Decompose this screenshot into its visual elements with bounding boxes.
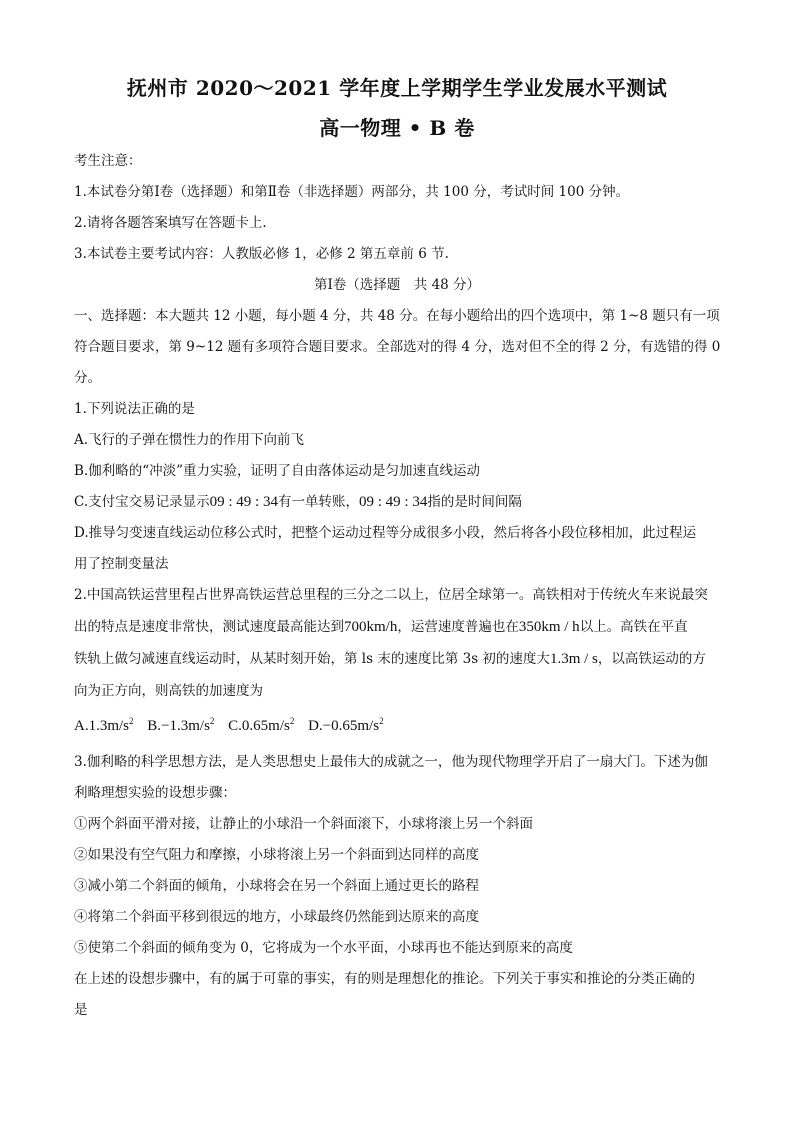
time-value: 09 : 49 : 34 <box>209 494 278 510</box>
notice-item-2: 2.请将各题答案填写在答题卡上. <box>74 215 267 231</box>
question-3-step-3: ③减小第二个斜面的倾角，小球将会在另一个斜面上通过更长的路程 <box>74 878 479 894</box>
section-heading: 第Ⅰ卷（选择题 共 48 分） <box>313 277 481 293</box>
time-value: 09 : 49 : 34 <box>358 494 428 510</box>
option-a-text: A.1.3m/s <box>74 718 130 734</box>
section-instruction-line: 分。 <box>74 370 101 386</box>
stem-text: 以上。高铁在平直 <box>579 619 688 635</box>
exam-subtitle: 高一物理 • B 卷 <box>319 116 475 140</box>
section-instruction-line: 符合题目要求，第 9~12 题有多项符合题目要求。全部选对的得 4 分，选对但不全的得 2 分，有选错的得 0 <box>74 339 721 355</box>
question-3-step-2: ②如果没有空气阻力和摩擦，小球将滚上另一个斜面到达同样的高度 <box>74 847 479 863</box>
question-2-stem-line <box>74 618 722 636</box>
option-text: 有一单转账， <box>277 494 359 510</box>
exponent: 2 <box>289 717 295 726</box>
question-3-stem-line: 3.伽利略的科学思想方法，是人类思想史上最伟大的成就之一，他为现代物理学开启了一扇大门。下述为伽 <box>74 754 708 770</box>
exponent: 2 <box>129 717 134 726</box>
question-1-option-d: D.推导匀变速直线运动位移公式时，把整个运动过程等分成很多小段，然后将各小段位移相加，此过程运 <box>74 525 697 541</box>
question-3-tail-line: 是 <box>74 1002 88 1018</box>
question-3-step-1: ①两个斜面平滑对接，让静止的小球沿一个斜面滚下，小球将滚上另一个斜面 <box>74 816 533 832</box>
question-3-step-4: ④将第二个斜面平移到很远的地方，小球最终仍然能到达原来的高度 <box>74 909 479 925</box>
question-1-option-a: A.飞行的子弹在惯性力的作用下向前飞 <box>74 432 305 448</box>
question-3-step-5: ⑤使第二个斜面的倾角变为 0，它将成为一个水平面，小球再也不能达到原来的高度 <box>74 940 573 956</box>
notice-item-3: 3.本试卷主要考试内容：人教版必修 1，必修 2 第五章前 6 节. <box>74 246 449 262</box>
question-3-tail-line: 在上述的设想步骤中，有的属于可靠的事实，有的则是理想化的推论。下列关于事实和推论的分类正确的 <box>74 971 695 987</box>
exponent: 2 <box>209 717 215 726</box>
question-1-option-c <box>74 493 722 511</box>
notice-heading: 考生注意： <box>74 153 142 169</box>
stem-text: ，运营速度普遍也在 <box>397 619 519 635</box>
option-text: 指的是时间间隔 <box>427 494 522 510</box>
question-1-stem: 1.下列说法正确的是 <box>74 401 195 417</box>
option-d-text: D.−0.65m/s <box>308 718 380 734</box>
option-c-text: C.0.65m/s <box>228 718 290 734</box>
question-1-option-d-cont: 用了控制变量法 <box>74 556 169 572</box>
exam-title: 抚州市 2020～2021 学年度上学期学生学业发展水平测试 <box>126 76 668 100</box>
stem-text: 出的特点是速度非常快，测试速度最高能达到 <box>74 619 344 635</box>
speed-value: 350km / h <box>518 619 580 635</box>
option-text: C.支付宝交易记录显示 <box>74 494 210 510</box>
option-a <box>74 718 134 734</box>
section-instruction-line: 一、选择题：本大题共 12 小题，每小题 4 分，共 48 分。在每小题给出的四个选项中，第 1~8 题只有一项 <box>74 308 720 324</box>
stem-text: 铁轨上做匀减速直线运动时，从某时刻开始，第 ls 末的速度比第 3s 初的速度大 <box>74 651 550 667</box>
speed-value: 700km/h <box>344 619 398 635</box>
exponent: 2 <box>379 717 384 726</box>
option-c <box>228 718 294 734</box>
speed-value: 1.3m / s <box>549 651 598 667</box>
question-2-options <box>74 717 722 735</box>
question-2-stem-line: 2.中国高铁运营里程占世界高铁运营总里程的三分之二以上，位居全球第一。高铁相对于传统火车来说最突 <box>74 587 708 603</box>
question-3-stem-line: 利略理想实验的设想步骤： <box>74 785 236 801</box>
question-2-stem-line <box>74 650 722 668</box>
option-d <box>308 718 383 734</box>
notice-item-1: 1.本试卷分第Ⅰ卷（选择题）和第Ⅱ卷（非选择题）两部分，共 100 分，考试时间 100 分钟。 <box>74 184 630 200</box>
question-2-stem-line: 向为正方向，则高铁的加速度为 <box>74 683 263 699</box>
option-b <box>147 718 214 734</box>
question-1-option-b: B.伽利略的“冲淡”重力实验，证明了自由落体运动是匀加速直线运动 <box>74 463 481 479</box>
option-b-text: B.−1.3m/s <box>147 718 210 734</box>
stem-text: ，以高铁运动的方 <box>597 651 706 667</box>
